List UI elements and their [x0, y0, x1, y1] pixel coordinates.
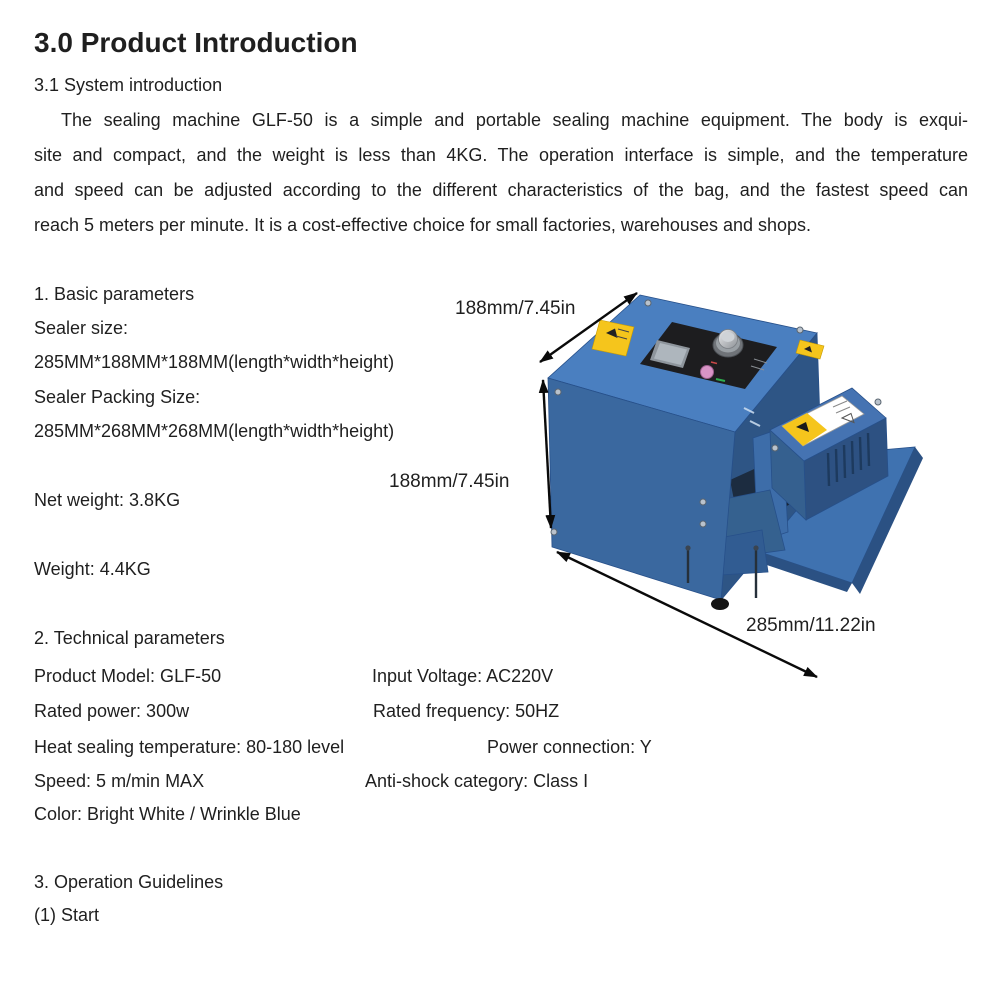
tech-param-right: Anti-shock category: Class I	[365, 771, 589, 791]
weight: Weight: 4.4KG	[34, 559, 151, 579]
section-heading-system-introduction: 3.1 System introduction	[34, 75, 223, 95]
packing-size-value: 285MM*268MM*268MM(length*width*height)	[34, 421, 395, 441]
sealer-size-value: 285MM*188MM*188MM(length*width*height)	[34, 352, 395, 372]
page-title: 3.0 Product Introduction	[34, 27, 358, 58]
warning-sticker-top	[592, 320, 634, 356]
tech-param-right: Power connection: Y	[487, 737, 652, 757]
packing-size-label: Sealer Packing Size:	[34, 387, 201, 407]
intro-paragraph-line: and speed can be adjusted according to the different characteristics of the bag, and the fastest speed can	[34, 180, 968, 200]
operation-guidelines-heading: 3. Operation Guidelines	[34, 872, 224, 892]
operation-step-start: (1) Start	[34, 905, 100, 925]
tech-param-left: Speed: 5 m/min MAX	[34, 771, 205, 791]
tech-param-left: Heat sealing temperature: 80-180 level	[34, 737, 345, 757]
net-weight: Net weight: 3.8KG	[34, 490, 181, 510]
tech-param-right: Input Voltage: AC220V	[372, 666, 554, 686]
pin-head	[753, 545, 758, 550]
dimension-label-top-width: 188mm/7.45in	[455, 298, 576, 319]
dimension-label-left-height: 188mm/7.45in	[389, 471, 510, 492]
sealer-size-label: Sealer size:	[34, 318, 129, 338]
intro-paragraph-line: site and compact, and the weight is less than 4KG. The operation interface is simple, and the temperature	[34, 145, 968, 165]
tech-param-right: Rated frequency: 50HZ	[373, 701, 560, 721]
tech-param-left: Color: Bright White / Wrinkle Blue	[34, 804, 301, 824]
tech-param-left: Rated power: 300w	[34, 701, 190, 721]
rubber-foot	[711, 598, 729, 610]
intro-paragraph-line: reach 5 meters per minute. It is a cost-effective choice for small factories, warehouses and shops.	[34, 215, 812, 235]
technical-parameters-heading: 2. Technical parameters	[34, 628, 225, 648]
tech-param-left: Product Model: GLF-50	[34, 666, 222, 686]
dimension-label-bottom-length: 285mm/11.22in	[746, 615, 876, 636]
basic-parameters-heading: 1. Basic parameters	[34, 284, 195, 304]
pin-head	[685, 545, 690, 550]
start-button	[701, 366, 714, 379]
intro-paragraph-line: The sealing machine GLF-50 is a simple and portable sealing machine equipment. The body is exqui-	[61, 110, 968, 130]
product-image-sealing-machine	[330, 280, 950, 700]
